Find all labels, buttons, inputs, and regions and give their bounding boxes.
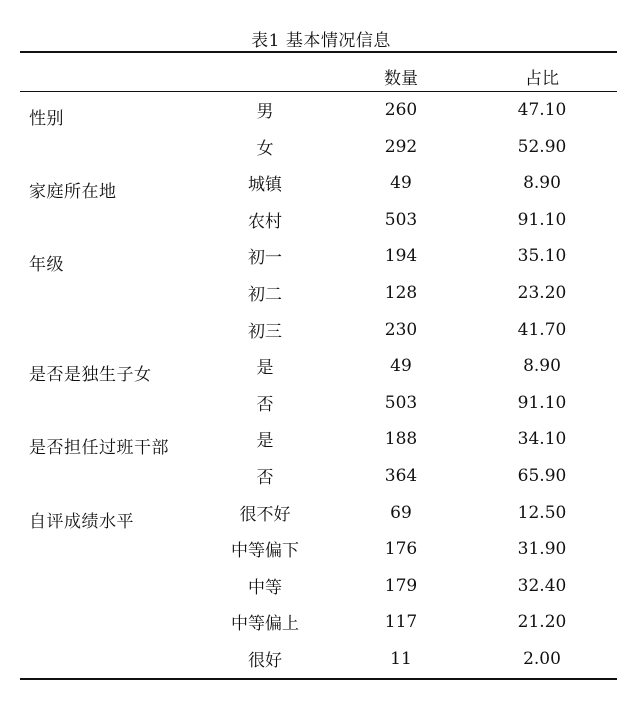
percent-cell: 47.10 — [517, 100, 567, 120]
item-cell: 很不好 — [239, 504, 291, 525]
percent-cell: 31.90 — [517, 539, 567, 560]
percent-cell: 2.00 — [523, 648, 561, 669]
count-cell: 188 — [384, 429, 418, 450]
table-row — [20, 92, 617, 129]
percent-cell: 91.10 — [517, 209, 567, 230]
table-row — [20, 604, 617, 641]
item-cell: 否 — [256, 467, 274, 488]
item-cell: 是 — [256, 358, 274, 379]
count-column-header: 数量 — [384, 69, 418, 89]
count-cell: 128 — [384, 282, 418, 303]
table-row — [20, 385, 617, 422]
count-cell: 503 — [384, 209, 418, 230]
count-cell: 292 — [384, 136, 418, 157]
count-cell: 179 — [384, 575, 418, 596]
table-row — [20, 312, 617, 349]
category-cell: 自评成绩水平 — [29, 511, 134, 532]
item-cell: 城镇 — [248, 175, 282, 196]
table-row — [20, 348, 617, 385]
item-cell: 初三 — [248, 321, 282, 342]
category-cell: 年级 — [29, 255, 64, 276]
percent-cell: 91.10 — [517, 392, 567, 413]
count-cell: 260 — [384, 100, 418, 120]
table-row — [20, 495, 617, 532]
category-cell: 是否担任过班干部 — [29, 438, 169, 459]
item-cell: 初二 — [248, 284, 282, 305]
table-row — [20, 568, 617, 605]
percent-cell: 34.10 — [517, 429, 567, 450]
item-cell: 初一 — [248, 248, 282, 269]
percent-cell: 35.10 — [517, 246, 567, 267]
item-cell: 中等 — [248, 577, 282, 598]
item-cell: 否 — [256, 394, 274, 415]
count-cell: 364 — [384, 465, 418, 486]
table-caption: 表1 基本情况信息 — [251, 31, 391, 51]
count-cell: 11 — [390, 648, 412, 669]
table-row — [20, 275, 617, 312]
percent-cell: 32.40 — [517, 575, 567, 596]
table-row — [20, 531, 617, 568]
percent-cell: 12.50 — [517, 502, 567, 523]
count-cell: 49 — [390, 356, 412, 377]
item-cell: 很好 — [248, 650, 282, 671]
count-cell: 49 — [390, 173, 412, 194]
percent-cell: 52.90 — [517, 136, 567, 157]
percent-cell: 23.20 — [517, 282, 567, 303]
percent-cell: 8.90 — [523, 356, 561, 377]
category-cell: 性别 — [29, 109, 64, 129]
count-cell: 194 — [384, 246, 418, 267]
percent-cell: 65.90 — [517, 465, 567, 486]
table-row — [20, 238, 617, 275]
table-row — [20, 165, 617, 202]
item-cell: 中等偏上 — [231, 614, 299, 635]
item-cell: 农村 — [248, 211, 282, 232]
item-cell: 男 — [256, 102, 274, 122]
percent-cell: 21.20 — [517, 612, 567, 633]
count-cell: 69 — [390, 502, 412, 523]
category-cell: 家庭所在地 — [29, 182, 117, 203]
table-row — [20, 641, 617, 678]
count-cell: 117 — [384, 612, 418, 633]
item-cell: 是 — [256, 431, 274, 452]
count-cell: 230 — [384, 319, 418, 340]
percent-cell: 41.70 — [517, 319, 567, 340]
bottom-rule — [20, 678, 617, 680]
percent-column-header: 占比 — [525, 69, 559, 89]
category-cell: 是否是独生子女 — [29, 365, 152, 386]
count-cell: 176 — [384, 539, 418, 560]
table-row — [20, 421, 617, 458]
percent-cell: 8.90 — [523, 173, 561, 194]
table-row — [20, 202, 617, 239]
table-row — [20, 129, 617, 166]
top-rule — [20, 51, 617, 53]
table-body — [20, 92, 617, 678]
item-cell: 中等偏下 — [231, 541, 299, 562]
count-cell: 503 — [384, 392, 418, 413]
item-cell: 女 — [256, 138, 274, 159]
table-row — [20, 458, 617, 495]
